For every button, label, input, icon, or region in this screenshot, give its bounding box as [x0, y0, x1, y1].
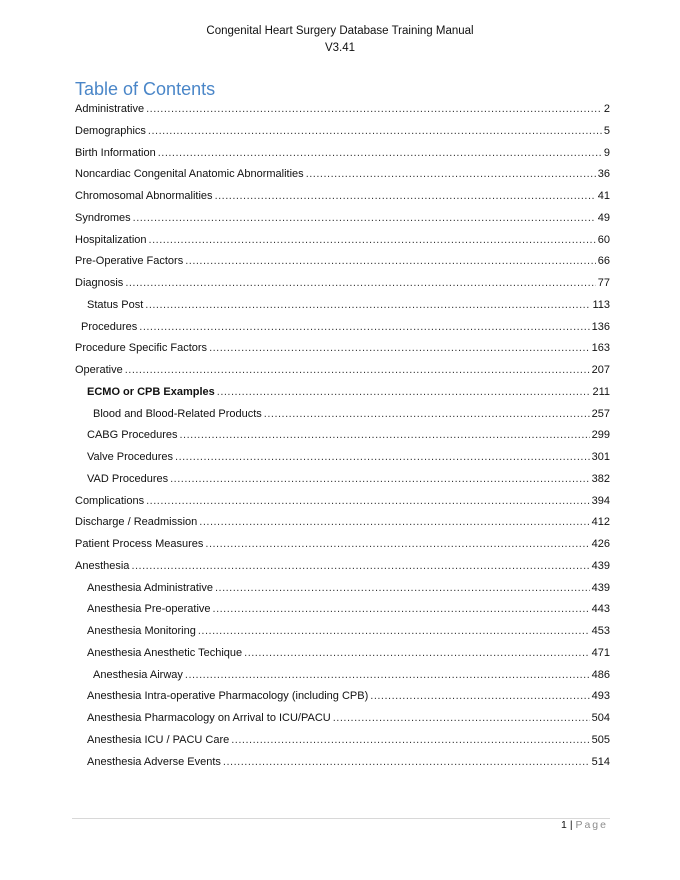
leader-dots: [209, 338, 590, 360]
leader-dots: [244, 643, 590, 665]
toc-entry[interactable]: Birth Information ..... 9: [75, 143, 610, 165]
toc-entry[interactable]: Hospitalization ..... 60: [75, 230, 610, 252]
leader-dots: [125, 273, 595, 295]
leader-dots: [231, 730, 589, 752]
leader-dots: [333, 708, 590, 730]
leader-dots: [217, 382, 591, 404]
document-title: Congenital Heart Surgery Database Training Manual: [206, 25, 474, 37]
toc-entry[interactable]: Chromosomal Abnormalities ..... 41: [75, 186, 610, 208]
toc-entry[interactable]: Anesthesia Adverse Events ..... 514: [75, 752, 610, 774]
leader-dots: [213, 599, 590, 621]
leader-dots: [131, 556, 589, 578]
toc-entry[interactable]: Status Post ..... 113: [75, 295, 610, 317]
table-of-contents: [75, 99, 610, 773]
leader-dots: [133, 208, 596, 230]
toc-entry[interactable]: Anesthesia Administrative ..... 439: [75, 578, 610, 600]
leader-dots: [223, 752, 590, 774]
toc-entry[interactable]: Noncardiac Congenital Anatomic Abnormalities ..... 36: [75, 164, 610, 186]
leader-dots: [198, 621, 590, 643]
leader-dots: [215, 186, 596, 208]
toc-entry[interactable]: Valve Procedures ..... 301: [75, 447, 610, 469]
leader-dots: [185, 251, 596, 273]
leader-dots: [175, 447, 590, 469]
leader-dots: [199, 512, 589, 534]
footer-page-number: 1: [561, 819, 567, 831]
toc-entry[interactable]: Complications ..... 394: [75, 491, 610, 513]
toc-entry[interactable]: Anesthesia Pre-operative ..... 443: [75, 599, 610, 621]
toc-entry[interactable]: Blood and Blood-Related Products ..... 257: [75, 404, 610, 426]
footer-divider: [72, 818, 610, 819]
page-footer: [561, 819, 608, 831]
leader-dots: [185, 665, 590, 687]
toc-entry[interactable]: Operative ..... 207: [75, 360, 610, 382]
leader-dots: [148, 121, 602, 143]
toc-entry[interactable]: Procedure Specific Factors ..... 163: [75, 338, 610, 360]
toc-entry[interactable]: ECMO or CPB Examples ..... 211: [75, 382, 610, 404]
toc-entry[interactable]: Pre-Operative Factors ..... 66: [75, 251, 610, 273]
leader-dots: [139, 317, 589, 339]
toc-heading: Table of Contents: [75, 79, 216, 99]
footer-page-word: Page: [575, 819, 608, 831]
toc-entry[interactable]: Anesthesia Airway ..... 486: [75, 665, 610, 687]
toc-entry[interactable]: Anesthesia ICU / PACU Care ..... 505: [75, 730, 610, 752]
document-version: V3.41: [324, 42, 356, 54]
leader-dots: [306, 164, 596, 186]
leader-dots: [145, 295, 590, 317]
toc-entry[interactable]: Anesthesia Anesthetic Techique ..... 471: [75, 643, 610, 665]
toc-entry[interactable]: Procedures ..... 136: [75, 317, 610, 339]
document-header: [0, 23, 680, 57]
leader-dots: [125, 360, 590, 382]
leader-dots: [179, 425, 589, 447]
toc-entry[interactable]: Diagnosis ..... 77: [75, 273, 610, 295]
toc-entry[interactable]: Patient Process Measures ..... 426: [75, 534, 610, 556]
toc-entry[interactable]: Demographics ..... 5: [75, 121, 610, 143]
toc-entry[interactable]: Administrative ..... 2: [75, 99, 610, 121]
footer-separator: |: [569, 819, 573, 831]
leader-dots: [264, 404, 590, 426]
leader-dots: [146, 99, 602, 121]
toc-entry[interactable]: VAD Procedures ..... 382: [75, 469, 610, 491]
toc-entry[interactable]: Anesthesia Pharmacology on Arrival to ICU/PACU ..... 504: [75, 708, 610, 730]
toc-entry[interactable]: Discharge / Readmission ..... 412: [75, 512, 610, 534]
toc-entry[interactable]: Anesthesia Intra-operative Pharmacology (including CPB) ..... 493: [75, 686, 610, 708]
leader-dots: [149, 230, 596, 252]
leader-dots: [170, 469, 590, 491]
toc-entry[interactable]: Anesthesia ..... 439: [75, 556, 610, 578]
toc-entry[interactable]: Anesthesia Monitoring ..... 453: [75, 621, 610, 643]
toc-entry[interactable]: CABG Procedures ..... 299: [75, 425, 610, 447]
leader-dots: [146, 491, 590, 513]
leader-dots: [370, 686, 589, 708]
toc-entry[interactable]: Syndromes ..... 49: [75, 208, 610, 230]
leader-dots: [215, 578, 590, 600]
leader-dots: [205, 534, 589, 556]
leader-dots: [158, 143, 602, 165]
